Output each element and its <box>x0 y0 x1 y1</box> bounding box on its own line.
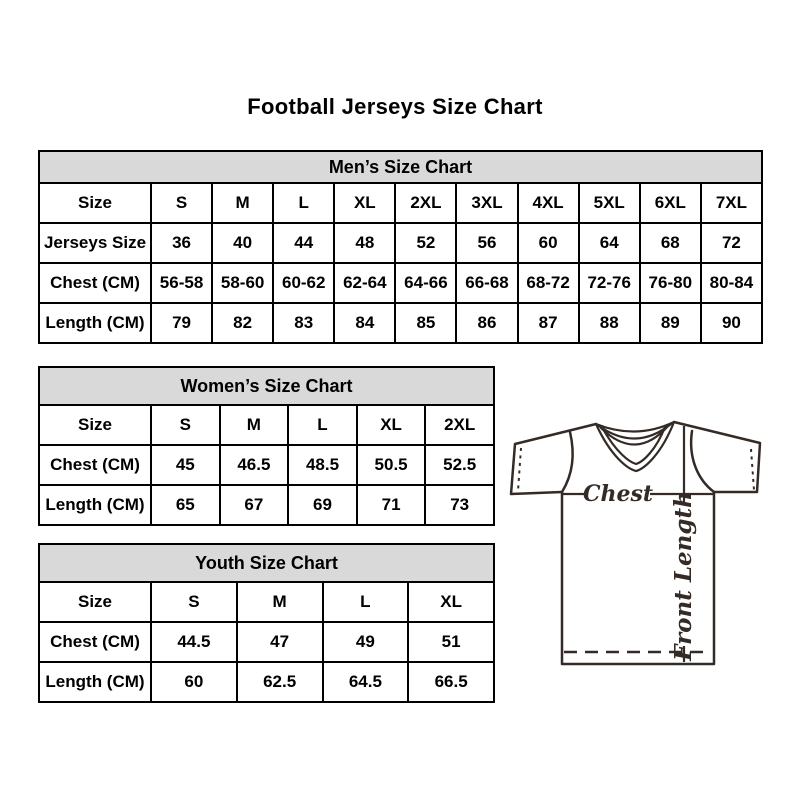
youth-data-cell: 64.5 <box>323 662 409 702</box>
mens-data-cell: 64 <box>579 223 640 263</box>
youth-data-cell: S <box>151 582 237 622</box>
womens-data-cell: 45 <box>151 445 220 485</box>
jersey-outline <box>511 422 760 664</box>
womens-data-cell: 73 <box>425 485 494 525</box>
mens-data-cell: 83 <box>273 303 334 343</box>
youth-table-title: Youth Size Chart <box>39 544 494 582</box>
womens-table-title: Women’s Size Chart <box>39 367 494 405</box>
mens-data-cell: 72-76 <box>579 263 640 303</box>
mens-table-row <box>39 223 762 263</box>
mens-data-cell: 72 <box>701 223 762 263</box>
youth-table-row <box>39 582 494 622</box>
youth-data-cell: 62.5 <box>237 662 323 702</box>
youth-data-cell: 44.5 <box>151 622 237 662</box>
youth-table <box>38 543 495 703</box>
mens-data-cell: 44 <box>273 223 334 263</box>
womens-data-cell: 2XL <box>425 405 494 445</box>
mens-title-row <box>39 151 762 183</box>
mens-data-cell: 40 <box>212 223 273 263</box>
youth-data-cell: L <box>323 582 409 622</box>
womens-table <box>38 366 495 526</box>
mens-row-header-cell: Chest (CM) <box>39 263 151 303</box>
womens-size-chart-table <box>38 366 495 526</box>
mens-data-cell: 2XL <box>395 183 456 223</box>
mens-data-cell: 80-84 <box>701 263 762 303</box>
chest-label: Chest <box>582 481 654 507</box>
youth-data-cell: 47 <box>237 622 323 662</box>
mens-table-row <box>39 183 762 223</box>
mens-data-cell: 84 <box>334 303 395 343</box>
womens-data-cell: 65 <box>151 485 220 525</box>
youth-data-cell: 49 <box>323 622 409 662</box>
womens-data-cell: 69 <box>288 485 357 525</box>
womens-data-cell: 71 <box>357 485 426 525</box>
mens-data-cell: 88 <box>579 303 640 343</box>
womens-data-cell: 52.5 <box>425 445 494 485</box>
youth-data-cell: 51 <box>408 622 494 662</box>
mens-data-cell: 6XL <box>640 183 701 223</box>
jersey-left-underarm-seam <box>562 432 573 492</box>
youth-data-cell: M <box>237 582 323 622</box>
youth-row-header-cell: Size <box>39 582 151 622</box>
mens-table-row <box>39 303 762 343</box>
mens-data-cell: 3XL <box>456 183 517 223</box>
mens-row-header-cell: Size <box>39 183 151 223</box>
mens-data-cell: 76-80 <box>640 263 701 303</box>
jersey-right-sleeve <box>674 422 760 492</box>
youth-table-row <box>39 622 494 662</box>
mens-data-cell: 64-66 <box>395 263 456 303</box>
mens-data-cell: 60-62 <box>273 263 334 303</box>
right-sleeve-stitch-line <box>751 449 754 490</box>
mens-data-cell: 82 <box>212 303 273 343</box>
mens-data-cell: 4XL <box>518 183 579 223</box>
mens-table-row <box>39 263 762 303</box>
mens-data-cell: 85 <box>395 303 456 343</box>
mens-data-cell: 5XL <box>579 183 640 223</box>
youth-data-cell: 66.5 <box>408 662 494 702</box>
mens-data-cell: 56 <box>456 223 517 263</box>
mens-table-title: Men’s Size Chart <box>39 151 762 183</box>
womens-data-cell: L <box>288 405 357 445</box>
mens-data-cell: XL <box>334 183 395 223</box>
womens-table-row <box>39 485 494 525</box>
mens-data-cell: 68-72 <box>518 263 579 303</box>
youth-data-cell: 60 <box>151 662 237 702</box>
mens-data-cell: 86 <box>456 303 517 343</box>
jersey-right-underarm-seam <box>691 431 714 492</box>
womens-row-header-cell: Length (CM) <box>39 485 151 525</box>
womens-row-header-cell: Size <box>39 405 151 445</box>
youth-row-header-cell: Chest (CM) <box>39 622 151 662</box>
mens-data-cell: 87 <box>518 303 579 343</box>
mens-data-cell: 7XL <box>701 183 762 223</box>
youth-row-header-cell: Length (CM) <box>39 662 151 702</box>
youth-size-chart-table <box>38 543 495 703</box>
mens-row-header-cell: Length (CM) <box>39 303 151 343</box>
mens-row-header-cell: Jerseys Size <box>39 223 151 263</box>
womens-data-cell: 67 <box>220 485 289 525</box>
measurement-lines <box>518 426 754 662</box>
mens-table <box>38 150 763 344</box>
womens-data-cell: 46.5 <box>220 445 289 485</box>
womens-table-row <box>39 405 494 445</box>
womens-data-cell: XL <box>357 405 426 445</box>
mens-data-cell: 90 <box>701 303 762 343</box>
womens-data-cell: 50.5 <box>357 445 426 485</box>
mens-data-cell: 36 <box>151 223 212 263</box>
mens-size-chart-table <box>38 150 763 344</box>
womens-data-cell: 48.5 <box>288 445 357 485</box>
mens-data-cell: 58-60 <box>212 263 273 303</box>
youth-table-row <box>39 662 494 702</box>
mens-data-cell: 56-58 <box>151 263 212 303</box>
mens-data-cell: 66-68 <box>456 263 517 303</box>
mens-data-cell: 62-64 <box>334 263 395 303</box>
mens-data-cell: 60 <box>518 223 579 263</box>
womens-table-row <box>39 445 494 485</box>
womens-data-cell: M <box>220 405 289 445</box>
womens-title-row <box>39 367 494 405</box>
mens-data-cell: 89 <box>640 303 701 343</box>
left-sleeve-stitch-line <box>518 448 521 491</box>
mens-data-cell: 48 <box>334 223 395 263</box>
youth-title-row <box>39 544 494 582</box>
womens-data-cell: S <box>151 405 220 445</box>
page-title: Football Jerseys Size Chart <box>247 94 543 119</box>
mens-data-cell: S <box>151 183 212 223</box>
front-length-label: Front Length <box>670 491 697 661</box>
mens-data-cell: L <box>273 183 334 223</box>
womens-row-header-cell: Chest (CM) <box>39 445 151 485</box>
mens-data-cell: 68 <box>640 223 701 263</box>
mens-data-cell: M <box>212 183 273 223</box>
jersey-measurement-diagram <box>500 405 790 675</box>
mens-data-cell: 52 <box>395 223 456 263</box>
jersey-collar <box>596 422 674 471</box>
mens-data-cell: 79 <box>151 303 212 343</box>
youth-data-cell: XL <box>408 582 494 622</box>
